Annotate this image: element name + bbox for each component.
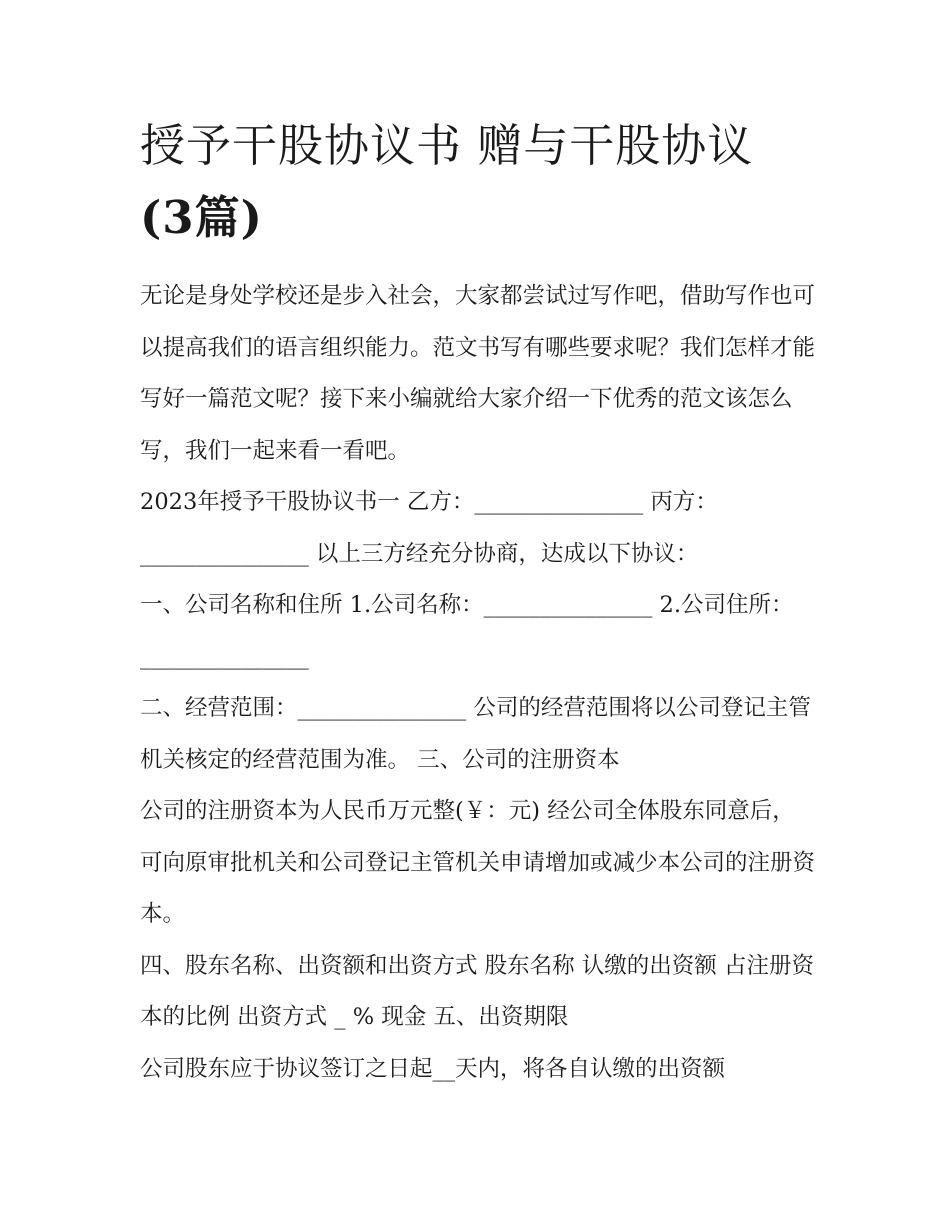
section-4-shareholders-paragraph: 四、股东名称、出资额和出资方式 股东名称 认缴的出资额 占注册资本的比例 出资方式 _ % 现金 五、出资期限 xyxy=(140,952,814,1030)
agreement-parties-paragraph: 2023年授予干股协议书一 乙方：_______________ 丙方：_______________ 以上三方经充分协商，达成以下协议： xyxy=(140,489,718,567)
section-1-company-name-paragraph: 一、公司名称和住所 1.公司名称：_______________ 2.公司住所：_______________ xyxy=(140,592,794,670)
registered-capital-paragraph: 公司的注册资本为人民币万元整(￥：元) 经公司全体股东同意后，可向原审批机关和公司登记主管机关申请增加或减少本公司的注册资本。 xyxy=(140,798,816,927)
document-title xyxy=(140,110,815,254)
title-line-2: (3篇) xyxy=(140,191,263,244)
intro-paragraph: 无论是身处学校还是步入社会，大家都尝试过写作吧，借助写作也可以提高我们的语言组织能力。范文书写有哪些要求呢？我们怎样才能写好一篇范文呢？接下来小编就给大家介绍一下优秀的范文该怎么写，我们一起来看一看吧。 xyxy=(140,283,816,464)
section-2-business-scope-paragraph: 二、经营范围：_______________ 公司的经营范围将以公司登记主管机关核定的经营范围为准。 三、公司的注册资本 xyxy=(140,695,811,773)
title-line-1: 授予干股协议书 赠与干股协议 xyxy=(140,119,754,172)
contribution-deadline-paragraph: 公司股东应于协议签订之日起__天内，将各自认缴的出资额 xyxy=(140,1055,726,1082)
document-page xyxy=(140,110,815,1095)
